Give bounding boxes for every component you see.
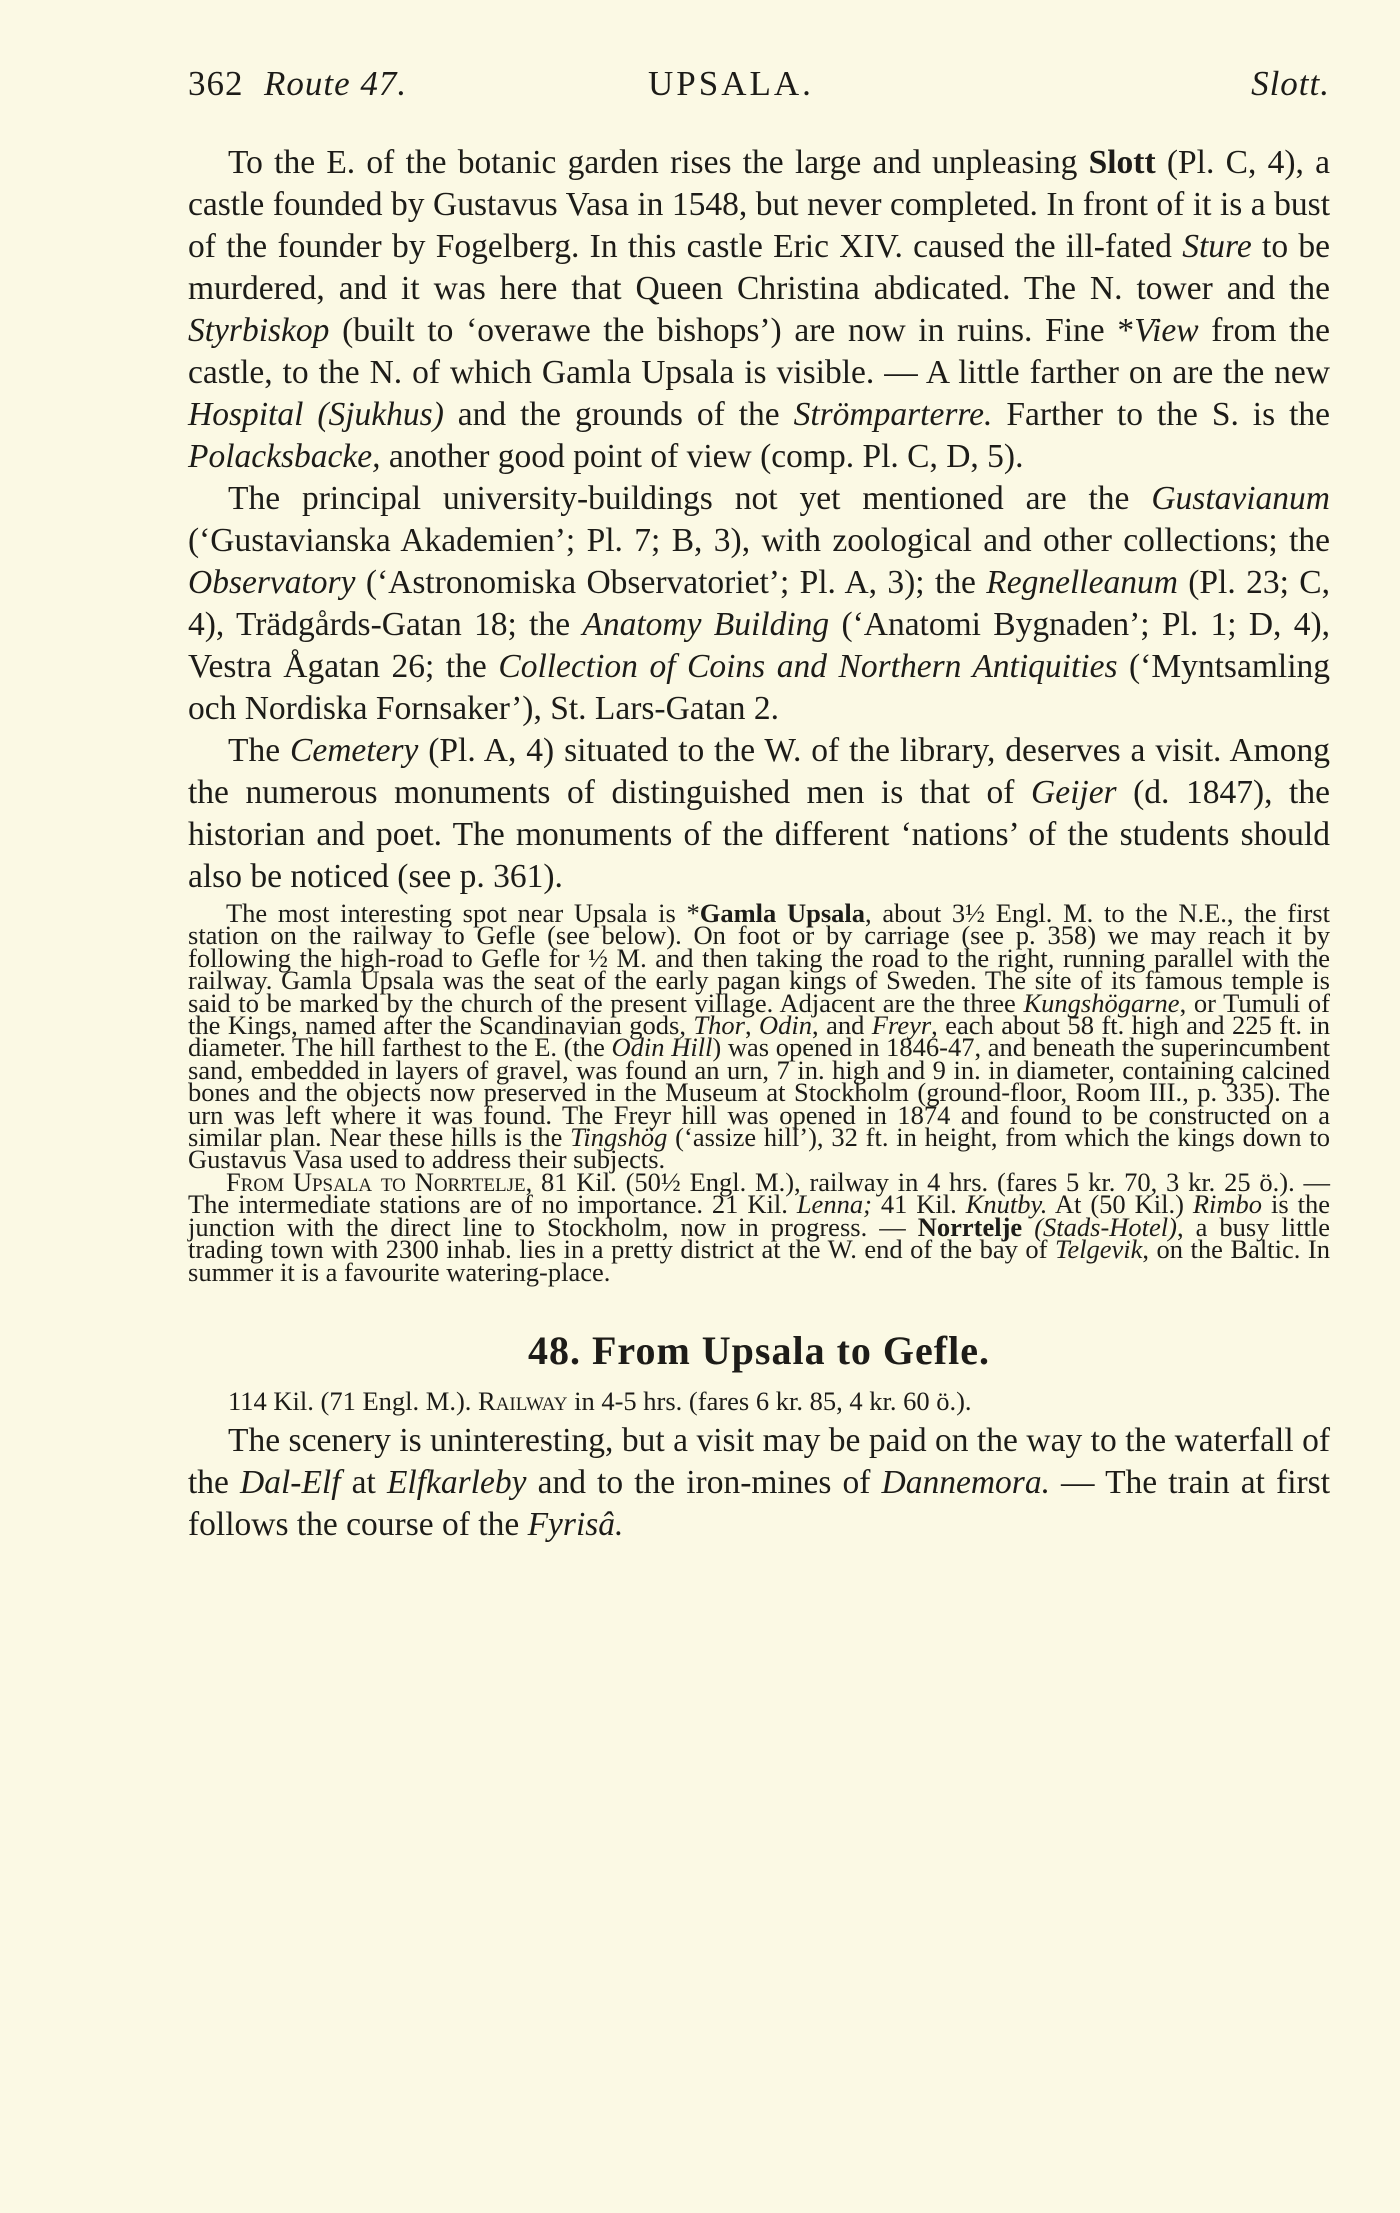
paragraph-slott: To the E. of the botanic garden rises the large and unpleasing Slott (Pl. C, 4), a castle founded by Gustavus Vasa in 1548, but never completed. In front of it is a bust of the founder by Fogelberg. In this castle Eric XIV. caused the ill-fated Sture to be murdered, and it was here that Queen Christina abdicated. The N. tower and the Styrbiskop (built to ‘overawe the bishops’) are now in ruins. Fine *View from the castle, to the N. of which Gamla Upsala is visible. — A little farther on are the new Hospital (Sjukhus) and the grounds of the Strömparterre. Farther to the S. is the Polacksbacke, another good point of view (comp. Pl. C, D, 5). [188, 144, 1331, 475]
header-section: Slott. [1251, 64, 1330, 103]
note-norrtelje: From Upsala to Norrtelje, 81 Kil. (50½ Engl. M.), railway in 4 hrs. (fares 5 kr. 70, 3 kr. 25 ö.). — The intermediate stations are of no importance. 21 Kil. Lenna; 41 Kil. Knutby. At (50 Kil.) Rimbo is the junction with the direct line to Stockholm, now in progress. — Norrtelje (Stads-Hotel), a busy little trading town with 2300 inhab. lies in a pretty district at the W. end of the bay of Telgevik, on the Baltic. In summer it is a favourite watering-place. [188, 1166, 1331, 1287]
page-body [188, 142, 1330, 1546]
paragraph-scenery: The scenery is uninteresting, but a visit may be paid on the way to the waterfall of the Dal-Elf at Elfkarleby and to the iron-mines of Dannemora. — The train at first follows the course of the Fyrisâ. [188, 1421, 1331, 1543]
running-header [188, 58, 1330, 114]
route-label: Route 47. [264, 64, 408, 103]
section-heading: 48. From Upsala to Gefle. [528, 1327, 990, 1373]
route-distance-line: 114 Kil. (71 Engl. M.). Railway in 4-5 hrs. (fares 6 kr. 85, 4 kr. 60 ö.). [228, 1385, 972, 1416]
page-number: 362 [188, 64, 244, 103]
paragraph-cemetery: The Cemetery (Pl. A, 4) situated to the W. of the library, deserves a visit. Among the numerous monuments of distinguished men is that of Geijer (d. 1847), the historian and poet. The monuments of the different ‘nations’ of the students should also be noticed (see p. 361). [188, 732, 1330, 895]
note-gamla-upsala: The most interesting spot near Upsala is *Gamla Upsala, about 3½ Engl. M. to the N.E., the first station on the railway to Gefle (see below). On foot or by carriage (see p. 358) we may reach it by following the high-road to Gefle for ½ M. and then taking the road to the right, running parallel with the railway. Gamla Upsala was the seat of the early pagan kings of Sweden. The site of its famous temple is said to be marked by the church of the present village. Adjacent are the three Kungshögarne, or Tumuli of the Kings, named after the Scandinavian gods, Thor, Odin, and Freyr, each about 58 ft. high and 225 ft. in diameter. The hill farthest to the E. (the Odin Hill) was opened in 1846-47, and beneath the superincumbent sand, embedded in layers of gravel, was found an urn, 7 in. high and 9 in. in diameter, containing calcined bones and the objects now preserved in the Museum at Stockholm (ground-floor, Room III., p. 335). The urn was left where it was found. The Freyr hill was opened in 1874 and found to be constructed on a similar plan. Near these hills is the Tingshög (‘assize hill’), 32 ft. in height, from which the kings down to Gustavus Vasa used to address their subjects. [188, 898, 1331, 1175]
header-title: UPSALA. [648, 64, 814, 103]
paragraph-university-buildings: The principal university-buildings not yet mentioned are the Gustavianum (‘Gustavianska Akademien’; Pl. 7; B, 3), with zoological and other collections; the Observatory (‘Astronomiska Observatoriet’; Pl. A, 3); the Regnelleanum (Pl. 23; C, 4), Trädgårds-Gatan 18; the Anatomy Building (‘Anatomi Bygnaden’; Pl. 1; D, 4), Vestra Ågatan 26; the Collection of Coins and Northern Antiquities (‘Myntsamling och Nordiska Fornsaker’), St. Lars-Gatan 2. [188, 480, 1331, 727]
